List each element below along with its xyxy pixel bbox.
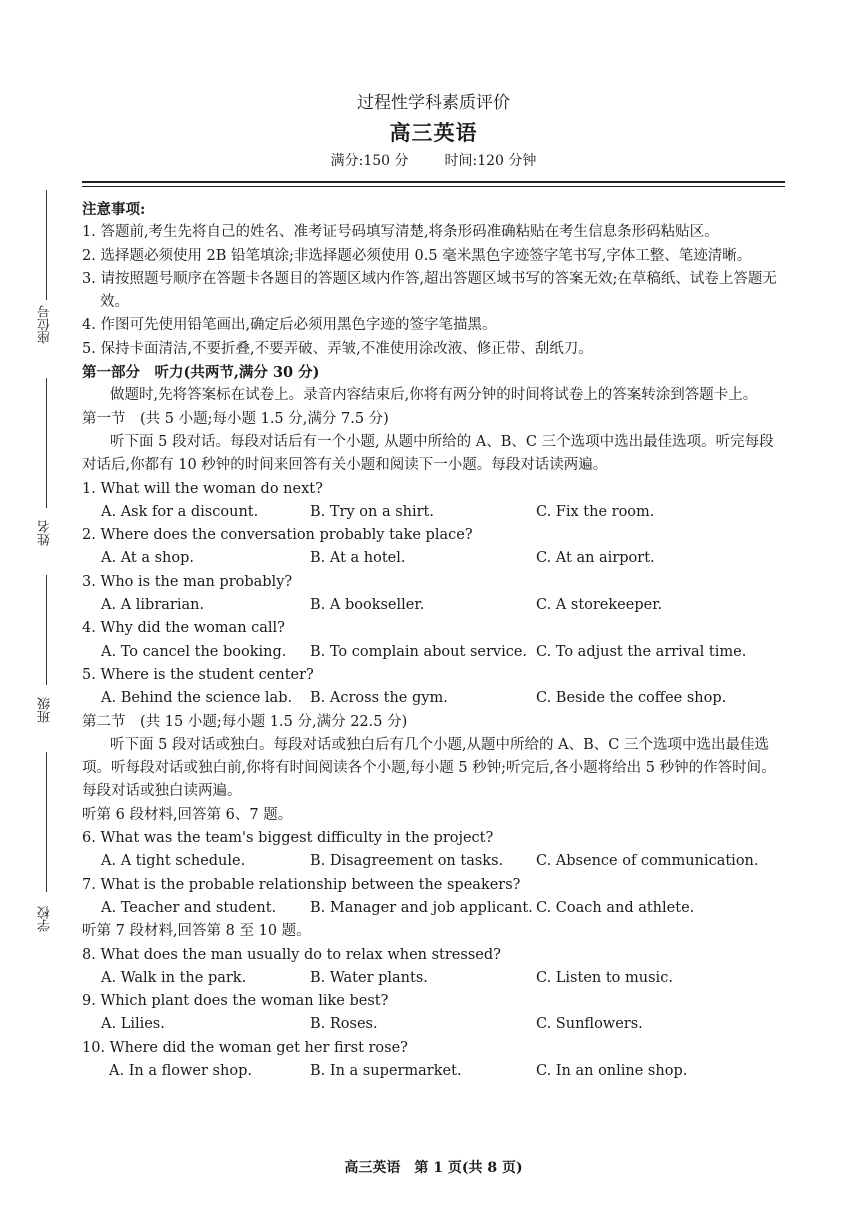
question-text: 8. What does the man usually do to relax when stressed? — [82, 946, 501, 963]
school-label: 学校 — [38, 906, 53, 932]
option-b: B. Manager and job applicant. — [310, 899, 533, 916]
option-b: B. To complain about service. — [310, 643, 528, 660]
page-footer: 高三英语 第 1 页(共 8 页) — [344, 1160, 523, 1176]
option-b: B. A bookseller. — [310, 597, 425, 614]
option-c: C. Sunflowers. — [536, 1016, 643, 1033]
question-text: 10. Where did the woman get her first rose? — [82, 1039, 408, 1056]
option-a: A. A tight schedule. — [101, 853, 246, 870]
option-c: C. Beside the coffee shop. — [536, 690, 727, 707]
notice-title: 注意事项: — [82, 201, 146, 218]
option-c: C. A storekeeper. — [536, 597, 663, 614]
part1-title: 第一部分 听力(共两节,满分 30 分) — [82, 364, 320, 382]
question-text: 1. What will the woman do next? — [82, 480, 323, 497]
question-options — [82, 547, 785, 570]
binding-line — [46, 190, 47, 300]
option-a: A. Teacher and student. — [101, 899, 277, 916]
notice-item: 5. 保持卡面清洁,不要折叠,不要弄破、弄皱,不准使用涂改液、修正带、刮纸刀。 — [82, 340, 593, 357]
question-text: 5. Where is the student center? — [82, 666, 314, 683]
option-c: C. Listen to music. — [536, 969, 673, 986]
question-options — [82, 641, 785, 664]
option-a: A. Walk in the park. — [101, 969, 247, 986]
option-c: C. Fix the room. — [536, 503, 655, 520]
option-b: B. Try on a shirt. — [310, 503, 434, 520]
question-options — [82, 501, 785, 524]
name-label: 姓名 — [38, 520, 53, 546]
option-a: A. Ask for a discount. — [101, 503, 259, 520]
question-text: 4. Why did the woman call? — [82, 620, 285, 637]
option-b: B. In a supermarket. — [310, 1062, 462, 1079]
question-text: 6. What was the team's biggest difficulty in the project? — [82, 830, 494, 847]
exam-content — [82, 198, 785, 1083]
question-options — [82, 967, 785, 990]
option-b: B. At a hotel. — [310, 550, 406, 567]
option-a: A. A librarian. — [101, 597, 205, 614]
question-text: 7. What is the probable relationship between the speakers? — [82, 876, 521, 893]
question-options — [82, 594, 785, 617]
option-b: B. Across the gym. — [310, 690, 448, 707]
notice-item: 2. 选择题必须使用 2B 铅笔填涂;非选择题必须使用 0.5 毫米黑色字迹签字笔书写,字体工整、笔迹清晰。 — [82, 247, 752, 264]
section1-title: 第一节 (共 5 小题;每小题 1.5 分,满分 7.5 分) — [82, 410, 389, 427]
option-a: A. Lilies. — [101, 1016, 165, 1033]
header-rule-thin — [82, 186, 785, 187]
class-label: 班级 — [38, 697, 53, 723]
option-c: C. Absence of communication. — [536, 853, 759, 870]
option-c: C. Coach and athlete. — [536, 899, 695, 916]
section2-title: 第二节 (共 15 小题;每小题 1.5 分,满分 22.5 分) — [82, 713, 408, 730]
material-instruction: 听第 6 段材料,回答第 6、7 题。 — [82, 806, 293, 823]
question-text: 9. Which plant does the woman like best? — [82, 993, 389, 1010]
notice-item: 3. 请按照题号顺序在答题卡各题目的答题区域内作答,超出答题区域书写的答案无效;在草稿纸、试卷上答题无效。 — [82, 270, 777, 311]
option-a: A. In a flower shop. — [109, 1062, 252, 1079]
question-text: 3. Who is the man probably? — [82, 573, 293, 590]
option-b: B. Roses. — [310, 1016, 378, 1033]
option-a: A. To cancel the booking. — [101, 643, 287, 660]
question-options — [82, 897, 785, 920]
material-instruction: 听第 7 段材料,回答第 8 至 10 题。 — [82, 923, 311, 940]
option-c: C. At an airport. — [536, 550, 655, 567]
option-c: C. To adjust the arrival time. — [536, 643, 747, 660]
part1-intro: 做题时,先将答案标在试卷上。录音内容结束后,你将有两分钟的时间将试卷上的答案转涂到答题卡上。 — [110, 387, 758, 404]
binding-line — [46, 752, 47, 892]
question-options — [82, 687, 785, 710]
question-options — [82, 1013, 785, 1036]
option-c: C. In an online shop. — [536, 1062, 688, 1079]
option-b: B. Disagreement on tasks. — [310, 853, 504, 870]
exam-title: 高三英语 — [389, 120, 478, 145]
header-rule — [82, 181, 785, 183]
binding-line — [46, 378, 47, 508]
option-b: B. Water plants. — [310, 969, 428, 986]
notice-item: 4. 作图可先使用铅笔画出,确定后必须用黑色字迹的签字笔描黑。 — [82, 317, 497, 334]
question-text: 2. Where does the conversation probably take place? — [82, 527, 473, 544]
exam-meta — [0, 150, 867, 170]
option-a: A. At a shop. — [101, 550, 194, 567]
exam-subtitle: 过程性学科素质评价 — [357, 93, 510, 113]
exam-time: 时间:120 分钟 — [444, 153, 537, 169]
option-a: A. Behind the science lab. — [101, 690, 293, 707]
notice-item: 1. 答题前,考生先将自己的姓名、准考证号码填写清楚,将条形码准确粘贴在考生信息条形码粘贴区。 — [82, 224, 719, 241]
full-score: 满分:150 分 — [330, 153, 409, 169]
section2-intro: 听下面 5 段对话或独白。每段对话或独白后有几个小题,从题中所给的 A、B、C 三个选项中选出最佳选项。听每段对话或独白前,你将有时间阅读各个小题,每小题 5 秒钟;听完后,各小题将给出 5 秒钟的作答时间。每段对话或独白读两遍。 — [82, 736, 776, 800]
binding-line — [46, 575, 47, 685]
section1-intro: 听下面 5 段对话。每段对话后有一个小题, 从题中所给的 A、B、C 三个选项中选出最佳选项。听完每段对话后,你都有 10 秒钟的时间来回答有关小题和阅读下一小题。每段对话读两遍。 — [82, 433, 774, 474]
question-options — [82, 1060, 785, 1083]
question-options — [82, 850, 785, 873]
seat-number-label: 座位号 — [38, 305, 53, 344]
